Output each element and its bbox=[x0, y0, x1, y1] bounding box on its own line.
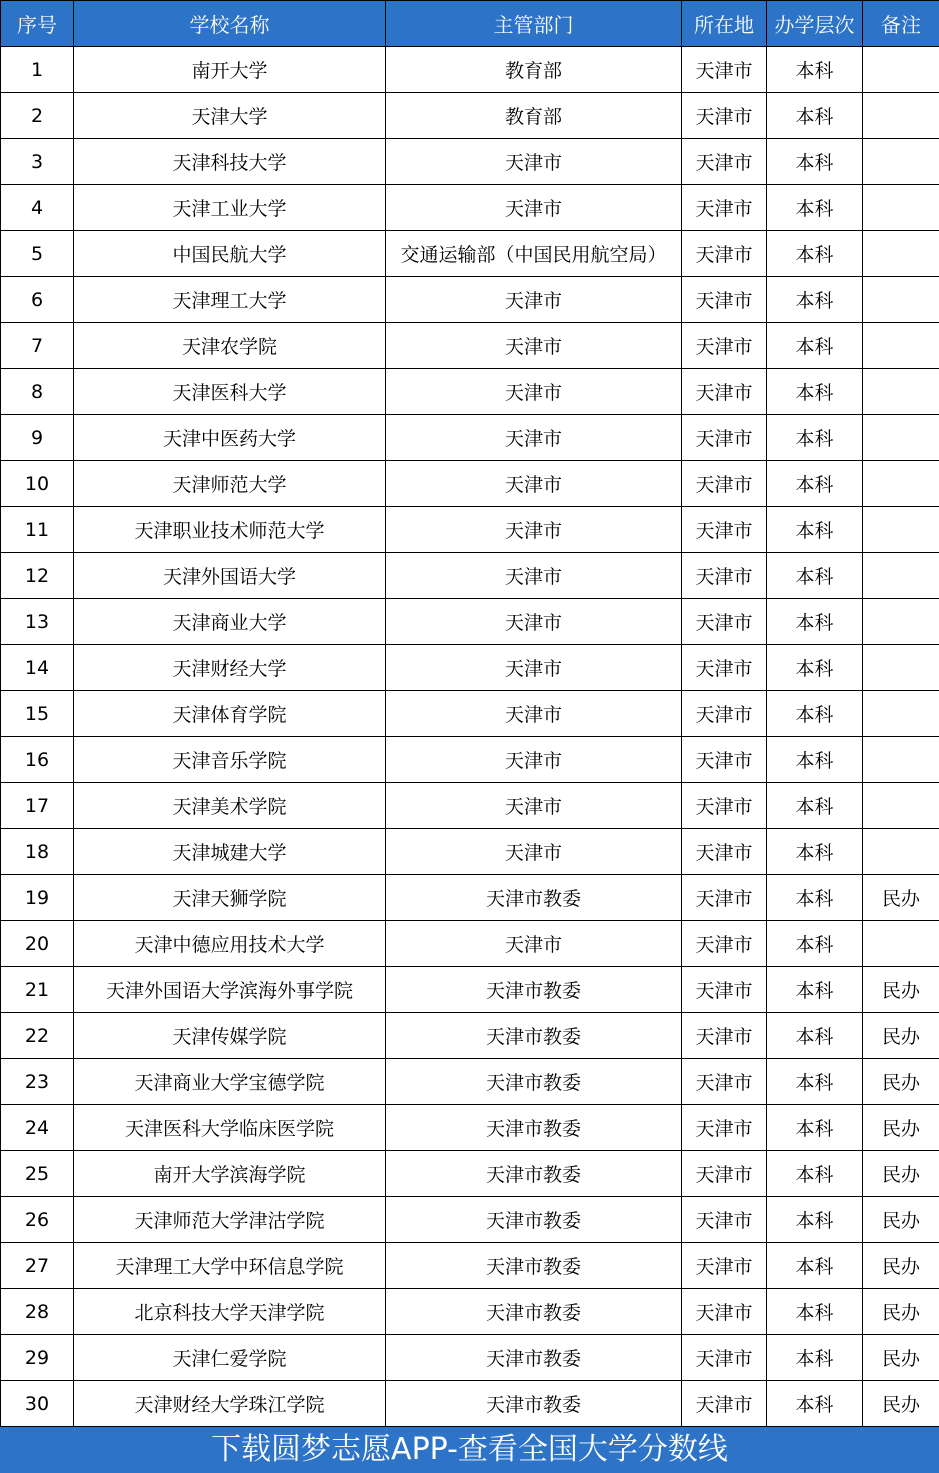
cell-level: 本科 bbox=[767, 1197, 863, 1243]
cell-index: 18 bbox=[1, 829, 74, 875]
cell-school-name: 天津财经大学 bbox=[74, 645, 386, 691]
header-location: 所在地 bbox=[682, 1, 767, 47]
cell-school-name: 天津城建大学 bbox=[74, 829, 386, 875]
cell-location: 天津市 bbox=[682, 921, 767, 967]
cell-note bbox=[863, 231, 939, 277]
table-row bbox=[1, 599, 939, 645]
table-row bbox=[1, 1335, 939, 1381]
cell-note bbox=[863, 185, 939, 231]
cell-level: 本科 bbox=[767, 967, 863, 1013]
cell-school-name: 南开大学 bbox=[74, 47, 386, 93]
cell-department: 天津市 bbox=[386, 461, 682, 507]
cell-department: 天津市教委 bbox=[386, 967, 682, 1013]
cell-note bbox=[863, 47, 939, 93]
cell-index: 30 bbox=[1, 1381, 74, 1427]
cell-level: 本科 bbox=[767, 1151, 863, 1197]
cell-school-name: 天津理工大学中环信息学院 bbox=[74, 1243, 386, 1289]
cell-level: 本科 bbox=[767, 185, 863, 231]
cell-school-name: 天津传媒学院 bbox=[74, 1013, 386, 1059]
cell-location: 天津市 bbox=[682, 783, 767, 829]
cell-level: 本科 bbox=[767, 231, 863, 277]
cell-school-name: 天津理工大学 bbox=[74, 277, 386, 323]
cell-index: 17 bbox=[1, 783, 74, 829]
table-row bbox=[1, 737, 939, 783]
cell-level: 本科 bbox=[767, 1059, 863, 1105]
cell-department: 天津市 bbox=[386, 921, 682, 967]
cell-location: 天津市 bbox=[682, 1197, 767, 1243]
cell-note: 民办 bbox=[863, 967, 939, 1013]
cell-department: 天津市教委 bbox=[386, 1013, 682, 1059]
cell-location: 天津市 bbox=[682, 1105, 767, 1151]
cell-index: 16 bbox=[1, 737, 74, 783]
table-row bbox=[1, 553, 939, 599]
cell-department: 天津市教委 bbox=[386, 1289, 682, 1335]
header-level: 办学层次 bbox=[767, 1, 863, 47]
cell-department: 天津市教委 bbox=[386, 1243, 682, 1289]
cell-note bbox=[863, 415, 939, 461]
cell-department: 天津市教委 bbox=[386, 1197, 682, 1243]
cell-department: 天津市 bbox=[386, 323, 682, 369]
cell-level: 本科 bbox=[767, 1105, 863, 1151]
cell-location: 天津市 bbox=[682, 231, 767, 277]
header-index: 序号 bbox=[1, 1, 74, 47]
cell-school-name: 南开大学滨海学院 bbox=[74, 1151, 386, 1197]
table-row bbox=[1, 875, 939, 921]
cell-location: 天津市 bbox=[682, 323, 767, 369]
cell-department: 天津市 bbox=[386, 139, 682, 185]
cell-note bbox=[863, 829, 939, 875]
cell-department: 交通运输部（中国民用航空局） bbox=[386, 231, 682, 277]
cell-note: 民办 bbox=[863, 1197, 939, 1243]
cell-note bbox=[863, 369, 939, 415]
cell-location: 天津市 bbox=[682, 829, 767, 875]
cell-index: 22 bbox=[1, 1013, 74, 1059]
cell-school-name: 天津音乐学院 bbox=[74, 737, 386, 783]
cell-school-name: 天津外国语大学滨海外事学院 bbox=[74, 967, 386, 1013]
cell-index: 14 bbox=[1, 645, 74, 691]
cell-note bbox=[863, 93, 939, 139]
cell-note: 民办 bbox=[863, 1243, 939, 1289]
cell-location: 天津市 bbox=[682, 875, 767, 921]
cell-school-name: 天津科技大学 bbox=[74, 139, 386, 185]
cell-level: 本科 bbox=[767, 553, 863, 599]
cell-school-name: 天津商业大学 bbox=[74, 599, 386, 645]
cell-school-name: 天津医科大学 bbox=[74, 369, 386, 415]
cell-level: 本科 bbox=[767, 875, 863, 921]
cell-department: 天津市 bbox=[386, 645, 682, 691]
table-row bbox=[1, 1151, 939, 1197]
cell-location: 天津市 bbox=[682, 369, 767, 415]
table-row bbox=[1, 829, 939, 875]
cell-level: 本科 bbox=[767, 783, 863, 829]
cell-note bbox=[863, 553, 939, 599]
cell-level: 本科 bbox=[767, 93, 863, 139]
cell-index: 11 bbox=[1, 507, 74, 553]
table-row bbox=[1, 1289, 939, 1335]
cell-index: 10 bbox=[1, 461, 74, 507]
cell-location: 天津市 bbox=[682, 553, 767, 599]
cell-index: 29 bbox=[1, 1335, 74, 1381]
table-row bbox=[1, 415, 939, 461]
header-note: 备注 bbox=[863, 1, 939, 47]
cell-location: 天津市 bbox=[682, 1151, 767, 1197]
cell-index: 13 bbox=[1, 599, 74, 645]
cell-note bbox=[863, 507, 939, 553]
cell-school-name: 天津仁爱学院 bbox=[74, 1335, 386, 1381]
cell-department: 天津市 bbox=[386, 415, 682, 461]
cell-index: 27 bbox=[1, 1243, 74, 1289]
table-row bbox=[1, 323, 939, 369]
cell-index: 12 bbox=[1, 553, 74, 599]
table-row bbox=[1, 47, 939, 93]
cell-school-name: 天津财经大学珠江学院 bbox=[74, 1381, 386, 1427]
header-row bbox=[1, 1, 939, 47]
cell-location: 天津市 bbox=[682, 1381, 767, 1427]
cell-level: 本科 bbox=[767, 691, 863, 737]
cell-level: 本科 bbox=[767, 323, 863, 369]
cell-index: 5 bbox=[1, 231, 74, 277]
cell-level: 本科 bbox=[767, 829, 863, 875]
cell-department: 天津市教委 bbox=[386, 1381, 682, 1427]
cell-location: 天津市 bbox=[682, 93, 767, 139]
cell-level: 本科 bbox=[767, 737, 863, 783]
cell-department: 天津市教委 bbox=[386, 1105, 682, 1151]
cell-school-name: 天津美术学院 bbox=[74, 783, 386, 829]
cell-school-name: 天津中德应用技术大学 bbox=[74, 921, 386, 967]
cell-department: 天津市教委 bbox=[386, 1151, 682, 1197]
table-row bbox=[1, 1013, 939, 1059]
cell-location: 天津市 bbox=[682, 599, 767, 645]
table-row bbox=[1, 369, 939, 415]
cell-school-name: 天津天狮学院 bbox=[74, 875, 386, 921]
cell-location: 天津市 bbox=[682, 47, 767, 93]
header-department: 主管部门 bbox=[386, 1, 682, 47]
cell-index: 8 bbox=[1, 369, 74, 415]
cell-department: 天津市 bbox=[386, 185, 682, 231]
cell-location: 天津市 bbox=[682, 139, 767, 185]
cell-department: 天津市 bbox=[386, 369, 682, 415]
cell-level: 本科 bbox=[767, 1335, 863, 1381]
cell-note: 民办 bbox=[863, 1059, 939, 1105]
cell-index: 26 bbox=[1, 1197, 74, 1243]
cell-index: 7 bbox=[1, 323, 74, 369]
cell-department: 教育部 bbox=[386, 93, 682, 139]
cell-note bbox=[863, 323, 939, 369]
cell-level: 本科 bbox=[767, 277, 863, 323]
cell-index: 1 bbox=[1, 47, 74, 93]
cell-location: 天津市 bbox=[682, 507, 767, 553]
cell-department: 天津市 bbox=[386, 783, 682, 829]
cell-note: 民办 bbox=[863, 1335, 939, 1381]
cell-index: 3 bbox=[1, 139, 74, 185]
table-row bbox=[1, 783, 939, 829]
cell-level: 本科 bbox=[767, 921, 863, 967]
cell-level: 本科 bbox=[767, 507, 863, 553]
header-school-name: 学校名称 bbox=[74, 1, 386, 47]
cell-note bbox=[863, 599, 939, 645]
cell-location: 天津市 bbox=[682, 967, 767, 1013]
cell-school-name: 天津外国语大学 bbox=[74, 553, 386, 599]
cell-location: 天津市 bbox=[682, 277, 767, 323]
cell-department: 天津市 bbox=[386, 507, 682, 553]
cell-department: 天津市 bbox=[386, 599, 682, 645]
cell-note: 民办 bbox=[863, 1151, 939, 1197]
cell-department: 天津市教委 bbox=[386, 875, 682, 921]
table-row bbox=[1, 967, 939, 1013]
cell-level: 本科 bbox=[767, 645, 863, 691]
cell-department: 天津市教委 bbox=[386, 1335, 682, 1381]
cell-level: 本科 bbox=[767, 1381, 863, 1427]
cell-location: 天津市 bbox=[682, 461, 767, 507]
cell-location: 天津市 bbox=[682, 185, 767, 231]
cell-note bbox=[863, 783, 939, 829]
table-row bbox=[1, 1197, 939, 1243]
cell-level: 本科 bbox=[767, 1243, 863, 1289]
cell-location: 天津市 bbox=[682, 1013, 767, 1059]
table-header bbox=[1, 1, 939, 47]
cell-school-name: 天津商业大学宝德学院 bbox=[74, 1059, 386, 1105]
cell-level: 本科 bbox=[767, 461, 863, 507]
cell-note bbox=[863, 277, 939, 323]
table-row bbox=[1, 507, 939, 553]
table-row bbox=[1, 1243, 939, 1289]
cell-department: 天津市 bbox=[386, 277, 682, 323]
cell-school-name: 天津医科大学临床医学院 bbox=[74, 1105, 386, 1151]
cell-index: 6 bbox=[1, 277, 74, 323]
cell-department: 天津市 bbox=[386, 737, 682, 783]
cell-school-name: 天津职业技术师范大学 bbox=[74, 507, 386, 553]
cell-level: 本科 bbox=[767, 599, 863, 645]
cell-note bbox=[863, 645, 939, 691]
cell-index: 23 bbox=[1, 1059, 74, 1105]
footer-banner: 下载圆梦志愿APP-查看全国大学分数线 bbox=[0, 1427, 939, 1473]
cell-location: 天津市 bbox=[682, 415, 767, 461]
table-row bbox=[1, 1059, 939, 1105]
cell-school-name: 天津工业大学 bbox=[74, 185, 386, 231]
cell-location: 天津市 bbox=[682, 1059, 767, 1105]
cell-note: 民办 bbox=[863, 1013, 939, 1059]
cell-school-name: 天津中医药大学 bbox=[74, 415, 386, 461]
table-row bbox=[1, 461, 939, 507]
table-row bbox=[1, 277, 939, 323]
cell-note: 民办 bbox=[863, 875, 939, 921]
cell-note: 民办 bbox=[863, 1289, 939, 1335]
table-row bbox=[1, 139, 939, 185]
cell-school-name: 天津体育学院 bbox=[74, 691, 386, 737]
cell-school-name: 天津师范大学 bbox=[74, 461, 386, 507]
cell-note bbox=[863, 461, 939, 507]
cell-location: 天津市 bbox=[682, 737, 767, 783]
cell-school-name: 天津师范大学津沽学院 bbox=[74, 1197, 386, 1243]
cell-index: 15 bbox=[1, 691, 74, 737]
cell-location: 天津市 bbox=[682, 691, 767, 737]
cell-level: 本科 bbox=[767, 139, 863, 185]
cell-school-name: 天津农学院 bbox=[74, 323, 386, 369]
table-row bbox=[1, 93, 939, 139]
cell-department: 天津市 bbox=[386, 691, 682, 737]
cell-index: 19 bbox=[1, 875, 74, 921]
cell-level: 本科 bbox=[767, 1013, 863, 1059]
cell-index: 20 bbox=[1, 921, 74, 967]
cell-location: 天津市 bbox=[682, 1335, 767, 1381]
cell-level: 本科 bbox=[767, 415, 863, 461]
cell-level: 本科 bbox=[767, 369, 863, 415]
cell-index: 24 bbox=[1, 1105, 74, 1151]
table-row bbox=[1, 921, 939, 967]
cell-index: 25 bbox=[1, 1151, 74, 1197]
table-row bbox=[1, 185, 939, 231]
table-row bbox=[1, 1381, 939, 1427]
cell-note: 民办 bbox=[863, 1105, 939, 1151]
cell-index: 9 bbox=[1, 415, 74, 461]
cell-location: 天津市 bbox=[682, 1243, 767, 1289]
cell-index: 2 bbox=[1, 93, 74, 139]
table-row bbox=[1, 691, 939, 737]
cell-school-name: 北京科技大学天津学院 bbox=[74, 1289, 386, 1335]
cell-department: 教育部 bbox=[386, 47, 682, 93]
cell-note bbox=[863, 691, 939, 737]
cell-department: 天津市 bbox=[386, 553, 682, 599]
cell-note bbox=[863, 139, 939, 185]
cell-note bbox=[863, 921, 939, 967]
cell-department: 天津市教委 bbox=[386, 1059, 682, 1105]
cell-location: 天津市 bbox=[682, 645, 767, 691]
cell-index: 28 bbox=[1, 1289, 74, 1335]
cell-school-name: 天津大学 bbox=[74, 93, 386, 139]
cell-level: 本科 bbox=[767, 47, 863, 93]
table-row bbox=[1, 1105, 939, 1151]
table-body bbox=[1, 47, 939, 1427]
cell-index: 4 bbox=[1, 185, 74, 231]
cell-note bbox=[863, 737, 939, 783]
table-row bbox=[1, 231, 939, 277]
cell-department: 天津市 bbox=[386, 829, 682, 875]
cell-school-name: 中国民航大学 bbox=[74, 231, 386, 277]
table-row bbox=[1, 645, 939, 691]
cell-index: 21 bbox=[1, 967, 74, 1013]
cell-location: 天津市 bbox=[682, 1289, 767, 1335]
cell-level: 本科 bbox=[767, 1289, 863, 1335]
cell-note: 民办 bbox=[863, 1381, 939, 1427]
